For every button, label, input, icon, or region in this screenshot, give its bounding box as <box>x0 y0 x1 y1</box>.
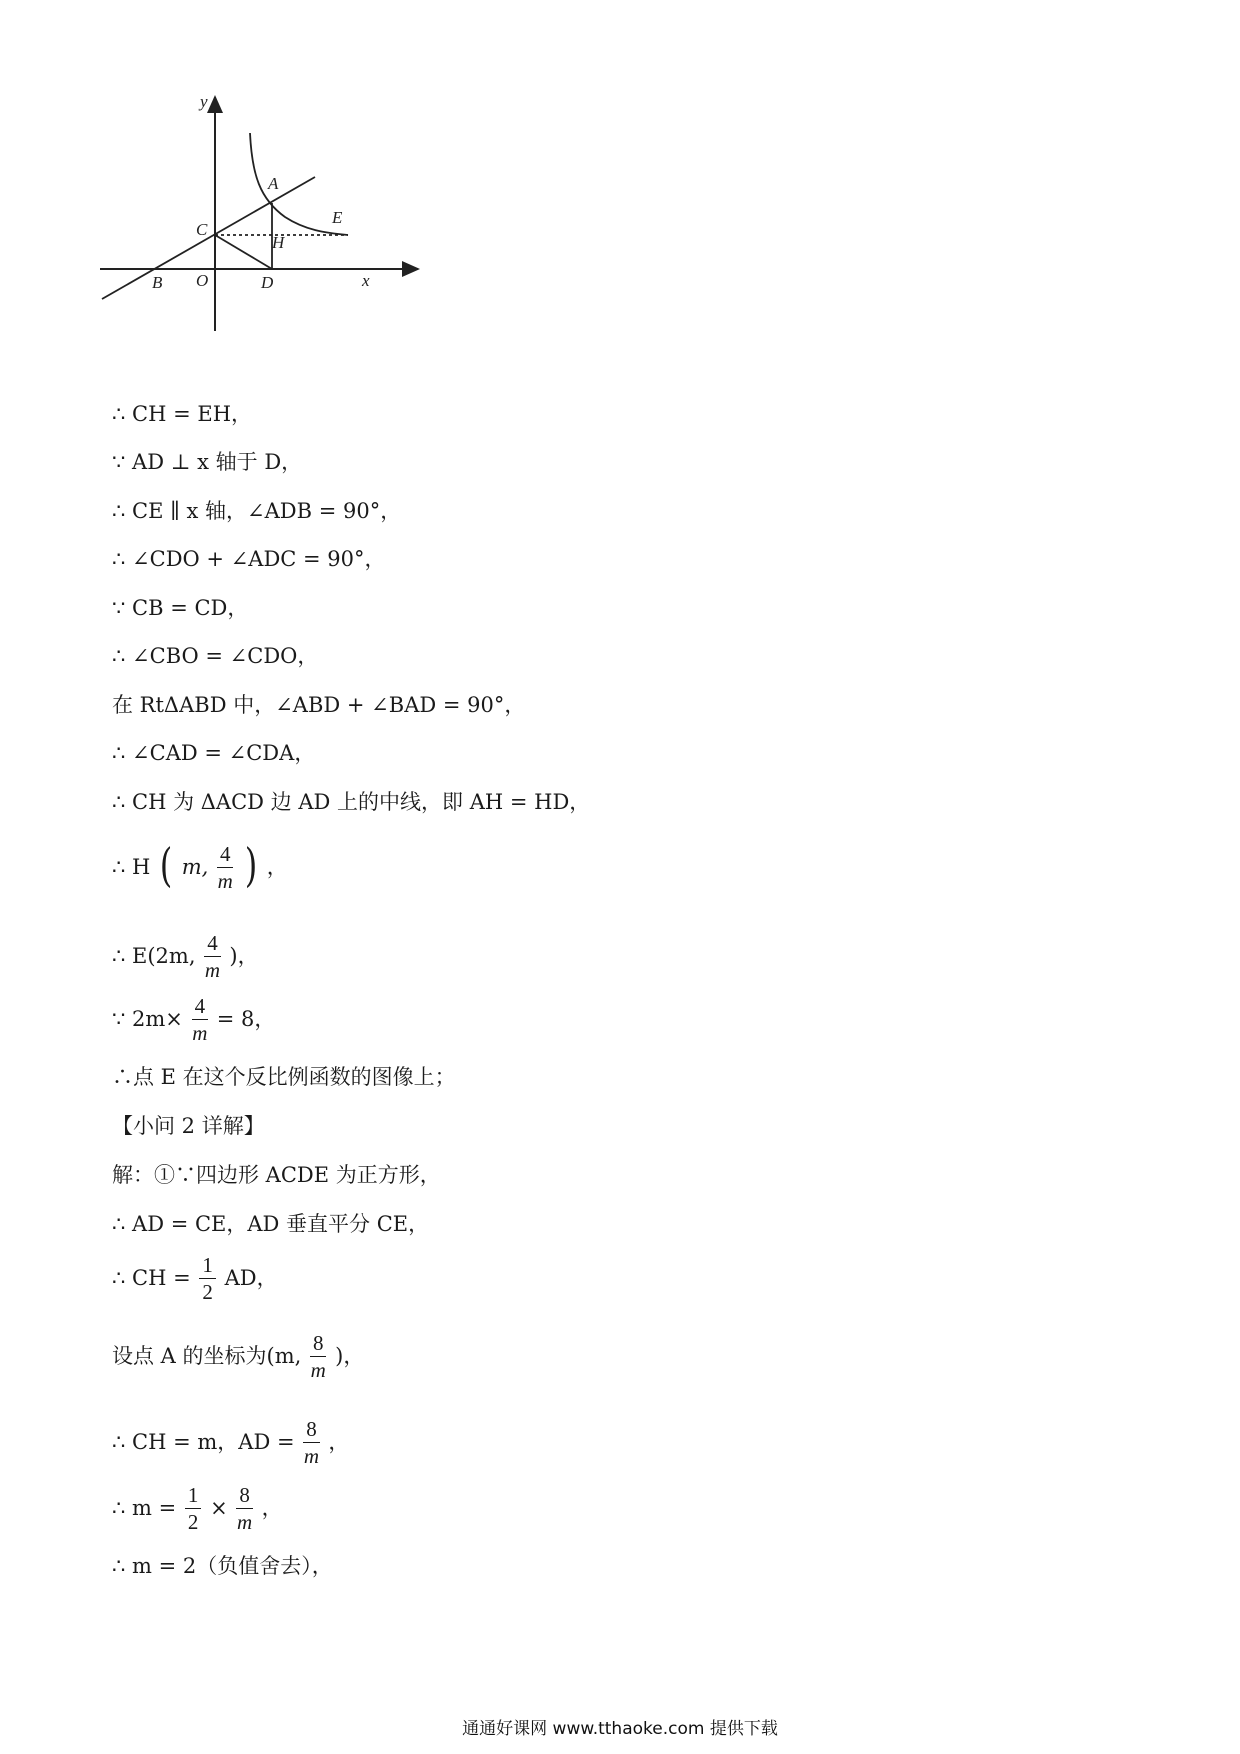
label-o: O <box>196 271 209 290</box>
fraction-numerator: 8 <box>310 1332 327 1357</box>
line-15: 解：①∵四边形 ACDE 为正方形， <box>112 1163 441 1187</box>
fraction <box>303 1418 320 1467</box>
fraction-denominator: m <box>303 1444 320 1469</box>
fraction <box>199 1254 216 1303</box>
line-11-suffix: )， <box>229 944 259 969</box>
line-8: ∴ ∠CAD = ∠CDA， <box>112 741 316 765</box>
fraction <box>192 995 209 1044</box>
line-17 <box>112 1254 278 1303</box>
line-19-prefix: ∴ CH = m，AD = <box>112 1430 302 1455</box>
fraction <box>217 843 234 892</box>
line-14: 【小问 2 详解】 <box>112 1114 265 1138</box>
fraction <box>236 1484 253 1533</box>
figure-svg <box>100 95 430 375</box>
fraction-denominator: m <box>217 869 233 894</box>
coordinate-figure <box>100 95 430 375</box>
left-paren: ( <box>159 837 173 892</box>
line-6: ∴ ∠CBO = ∠CDO， <box>112 644 319 668</box>
line-19-suffix: ， <box>328 1430 350 1455</box>
fraction <box>310 1332 327 1381</box>
line-3: ∴ CE ∥ x 轴，∠ADB = 90°， <box>112 499 402 523</box>
fraction-numerator: 8 <box>303 1418 320 1443</box>
line-10 <box>112 837 288 894</box>
page-footer: 通通好课网 www.tthaoke.com 提供下载 <box>462 1719 778 1739</box>
line-10-suffix: ， <box>266 855 288 880</box>
line-13: ∴点 E 在这个反比例函数的图像上； <box>112 1065 456 1089</box>
line-20-mid: × <box>210 1496 228 1521</box>
label-a: A <box>268 174 279 193</box>
line-21: ∴ m = 2（负值舍去）， <box>112 1554 333 1578</box>
label-x: x <box>362 271 370 290</box>
line-18-suffix: )， <box>335 1344 365 1369</box>
label-h: H <box>272 233 285 252</box>
label-c: C <box>196 220 208 239</box>
fraction-numerator: 4 <box>204 932 221 957</box>
line-2: ∵ AD ⊥ x 轴于 D， <box>112 450 303 474</box>
label-d: D <box>261 273 274 292</box>
fraction-numerator: 1 <box>185 1484 202 1509</box>
label-y: y <box>200 95 208 111</box>
fraction-denominator: 2 <box>187 1510 199 1535</box>
line-20 <box>112 1484 283 1533</box>
fraction <box>204 932 221 981</box>
line-17-suffix: AD， <box>224 1266 278 1291</box>
fraction <box>185 1484 202 1533</box>
label-e: E <box>332 208 343 227</box>
line-12 <box>112 995 275 1044</box>
fraction-denominator: m <box>192 1021 208 1046</box>
label-b: B <box>152 273 163 292</box>
line-20-suffix: ， <box>261 1496 283 1521</box>
fraction-denominator: m <box>204 958 221 983</box>
fraction-numerator: 4 <box>217 843 234 868</box>
fraction-denominator: m <box>310 1358 326 1383</box>
fraction-denominator: 2 <box>202 1280 213 1305</box>
segment-cd <box>215 235 272 269</box>
line-10-prefix: ∴ H <box>112 855 151 880</box>
fraction-numerator: 4 <box>192 995 209 1020</box>
line-17-prefix: ∴ CH = <box>112 1266 198 1291</box>
line-18 <box>112 1332 364 1381</box>
line-16: ∴ AD = CE，AD 垂直平分 CE， <box>112 1212 430 1236</box>
line-10-inner: m, <box>181 855 209 880</box>
line-12-prefix: ∵ 2m× <box>112 1007 183 1032</box>
fraction-numerator: 8 <box>236 1484 253 1509</box>
right-paren: ) <box>244 837 258 892</box>
line-1: ∴ CH = EH， <box>112 402 253 426</box>
fraction-denominator: m <box>237 1510 253 1535</box>
line-5: ∵ CB = CD， <box>112 596 249 620</box>
line-9: ∴ CH 为 ΔACD 边 AD 上的中线，即 AH = HD， <box>112 790 591 814</box>
line-7: 在 RtΔABD 中，∠ABD + ∠BAD = 90°， <box>112 693 526 717</box>
line-19 <box>112 1418 349 1467</box>
line-11-prefix: ∴ E(2m, <box>112 944 196 969</box>
line-18-prefix: 设点 A 的坐标为(m, <box>112 1344 302 1369</box>
line-12-suffix: = 8， <box>216 1007 276 1032</box>
line-20-prefix: ∴ m = <box>112 1496 183 1521</box>
line-4: ∴ ∠CDO + ∠ADC = 90°， <box>112 547 386 571</box>
line-11 <box>112 932 259 981</box>
fraction-numerator: 1 <box>199 1254 216 1279</box>
